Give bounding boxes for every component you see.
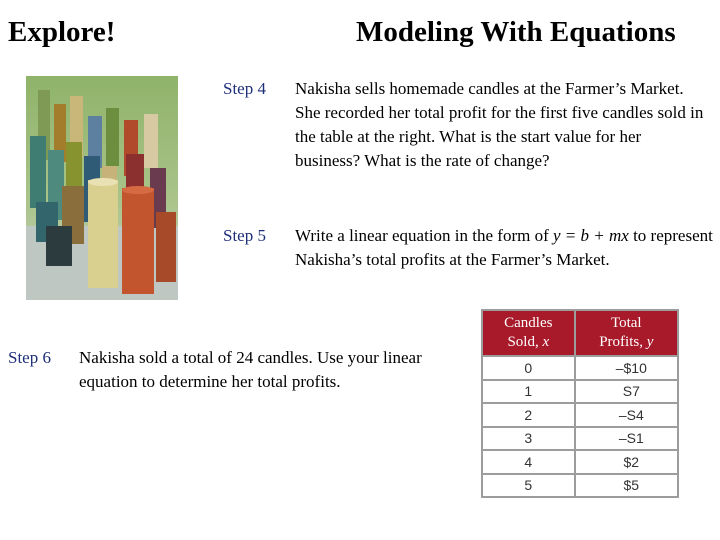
step-5-label: Step 5	[223, 226, 266, 245]
table-row	[482, 380, 678, 404]
explore-heading: Explore!	[8, 16, 116, 48]
step-5-text-before: Write a linear equation in the form of	[295, 226, 553, 245]
linear-equation-form: y = b + mx	[553, 226, 629, 245]
profit-cell: S7	[575, 380, 678, 404]
profit-cell: –S1	[575, 427, 678, 451]
candles-cell: 5	[482, 474, 575, 498]
candles-cell: 2	[482, 403, 575, 427]
candles-photo	[26, 76, 178, 300]
profit-cell: $5	[575, 474, 678, 498]
step-6-text: Nakisha sold a total of 24 candles. Use your linear equation to determine her total profits.	[79, 348, 422, 391]
step-4-label: Step 4	[223, 79, 266, 98]
table-header-row	[482, 310, 678, 356]
candles-cell: 3	[482, 427, 575, 451]
candles-cell: 4	[482, 450, 575, 474]
header-candles-sold: Candles Sold, x	[482, 310, 575, 356]
step-6-label: Step 6	[8, 348, 51, 367]
header-total-profits: Total Profits, y	[575, 310, 678, 356]
profit-table	[481, 309, 679, 498]
profit-cell: –$10	[575, 356, 678, 380]
step-5-text	[295, 224, 715, 272]
table-row	[482, 403, 678, 427]
table-row	[482, 427, 678, 451]
candles-cell: 0	[482, 356, 575, 380]
table-row	[482, 450, 678, 474]
profit-cell: –S4	[575, 403, 678, 427]
step-5-text-after: to represent Nakisha’s total profits at the Farmer’s Market.	[295, 226, 713, 269]
step-4-text: Nakisha sells homemade candles at the Farmer’s Market. She recorded her total profit for the first five candles sold in the table at the right. What is the start value for her business? What is the rate of change?	[295, 79, 704, 170]
page-title: Modeling With Equations	[356, 16, 676, 48]
table-row	[482, 474, 678, 498]
table-row	[482, 356, 678, 380]
profit-cell: $2	[575, 450, 678, 474]
candles-cell: 1	[482, 380, 575, 404]
